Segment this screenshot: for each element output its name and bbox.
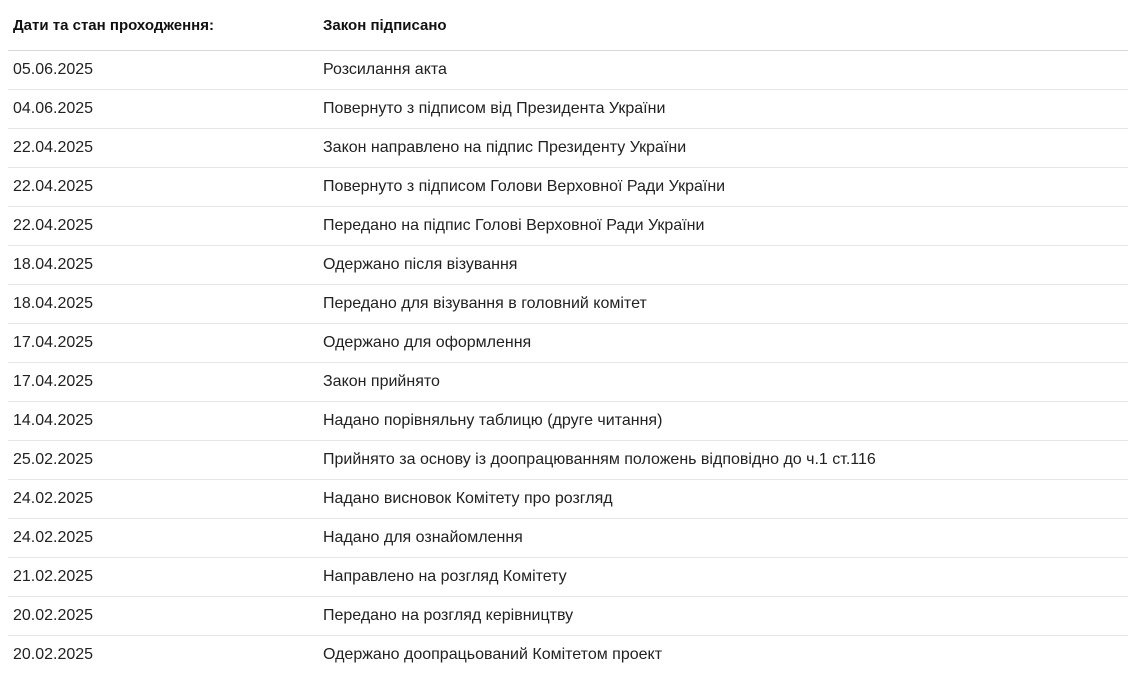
row-event: Надано висновок Комітету про розгляд: [323, 490, 613, 507]
header-date-label: Дати та стан проходження:: [13, 16, 214, 34]
row-date: 04.06.2025: [13, 100, 94, 117]
row-event: Одержано доопрацьований Комітетом проект: [323, 646, 663, 663]
row-date: 20.02.2025: [13, 646, 94, 663]
row-date: 25.02.2025: [13, 451, 94, 468]
row-event: Закон направлено на підпис Президенту України: [323, 139, 687, 156]
table-row: [8, 324, 1128, 363]
table-row: [8, 129, 1128, 168]
row-event: Закон прийнято: [323, 373, 440, 390]
row-date: 17.04.2025: [13, 373, 94, 390]
row-date: 14.04.2025: [13, 412, 94, 429]
row-date: 20.02.2025: [13, 607, 94, 624]
table-row: [8, 246, 1128, 285]
row-event: Одержано після візування: [323, 256, 518, 273]
row-date: 21.02.2025: [13, 568, 94, 585]
row-date: 17.04.2025: [13, 334, 94, 351]
row-event: Передано для візування в головний комітет: [323, 295, 647, 312]
row-date: 05.06.2025: [13, 61, 94, 78]
table-row: [8, 597, 1128, 636]
table-row: [8, 636, 1128, 674]
row-date: 18.04.2025: [13, 256, 94, 273]
table-header: [8, 0, 1128, 51]
table-row: [8, 168, 1128, 207]
table-row: [8, 441, 1128, 480]
row-date: 24.02.2025: [13, 529, 94, 546]
row-event: Розсилання акта: [323, 61, 447, 78]
row-event: Прийнято за основу із доопрацюванням положень відповідно до ч.1 ст.116: [323, 451, 876, 468]
table-row: [8, 402, 1128, 441]
table-row: [8, 519, 1128, 558]
row-event: Направлено на розгляд Комітету: [323, 568, 567, 585]
header-status-label: Закон підписано: [323, 16, 447, 34]
row-date: 22.04.2025: [13, 178, 94, 195]
row-date: 18.04.2025: [13, 295, 94, 312]
row-date: 22.04.2025: [13, 139, 94, 156]
table-row: [8, 558, 1128, 597]
row-date: 22.04.2025: [13, 217, 94, 234]
table-row: [8, 285, 1128, 324]
row-event: Надано для ознайомлення: [323, 529, 523, 546]
row-event: Передано на розгляд керівництву: [323, 607, 574, 624]
row-event: Повернуто з підписом від Президента України: [323, 100, 666, 117]
table-row: [8, 207, 1128, 246]
table-row: [8, 480, 1128, 519]
row-event: Повернуто з підписом Голови Верховної Ради України: [323, 178, 726, 195]
row-event: Передано на підпис Голові Верховної Ради України: [323, 217, 705, 234]
row-event: Надано порівняльну таблицю (друге читання): [323, 412, 663, 429]
table-row: [8, 363, 1128, 402]
table-row: [8, 51, 1128, 90]
row-event: Одержано для оформлення: [323, 334, 532, 351]
bill-history-table: [8, 0, 1128, 674]
table-body: [8, 51, 1128, 674]
table-row: [8, 90, 1128, 129]
row-date: 24.02.2025: [13, 490, 94, 507]
